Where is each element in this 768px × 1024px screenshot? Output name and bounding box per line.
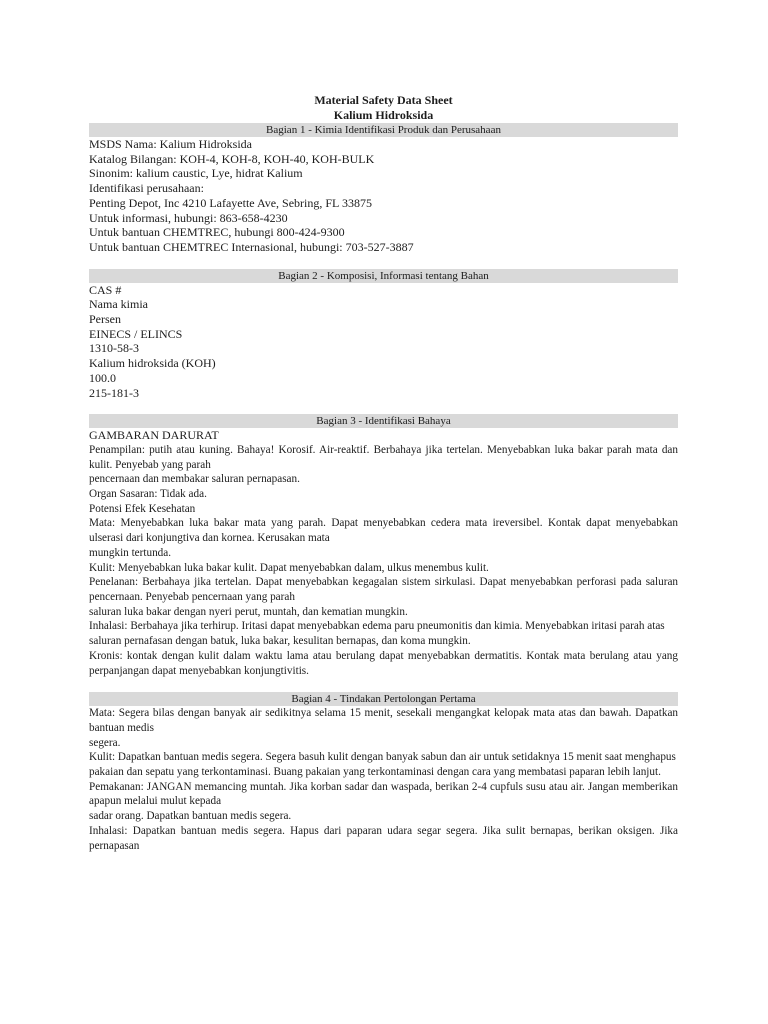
document-title: Material Safety Data Sheet [314,93,453,107]
target-organs: Organ Sasaran: Tidak ada. [89,488,207,501]
eye-effects: Mata: Menyebabkan luka bakar mata yang parah. Dapat menyebabkan cedera mata ireversibel. Kontak dapat menyebabkan ulserasi dari konjungtiva dan kornea. Kerusakan mata [89,517,678,545]
percent-value: 100.0 [89,370,116,385]
msds-name: MSDS Nama: Kalium Hidroksida [89,137,252,151]
section-4-header: Bagian 4 - Tindakan Pertolongan Pertama [89,692,678,706]
emergency-overview-heading: GAMBARAN DARURAT [89,428,219,443]
document-page [89,93,678,853]
ingestion-effects-cont: saluran luka bakar dengan nyeri perut, muntah, dan kematian mungkin. [89,605,408,618]
synonyms: Sinonim: kalium caustic, Lye, hidrat Kalium [89,166,303,181]
first-aid-skin-cont: pakaian dan sepatu yang terkontaminasi. Buang pakaian yang terkontaminasi dengan cara yang membatasi paparan lebih lanjut. [89,766,661,779]
chemtrec-intl-phone: Untuk bantuan CHEMTREC Internasional, hubungi: 703-527-3887 [89,239,414,254]
section-2-header: Bagian 2 - Komposisi, Informasi tentang Bahan [89,269,678,283]
chemical-name-value: Kalium hidroksida (KOH) [89,356,216,371]
first-aid-ingestion: Pemakanan: JANGAN memancing muntah. Jika korban sadar dan waspada, berikan 2-4 cupfuls susu atau air. Jangan memberikan apapun melalui mulut kepada [89,780,678,808]
company-identification-label: Identifikasi perusahaan: [89,181,204,196]
catalog-numbers: Katalog Bilangan: KOH-4, KOH-8, KOH-40, KOH-BULK [89,151,375,166]
chronic-effects: Kronis: kontak dengan kulit dalam waktu lama atau berulang dapat menyebabkan dermatitis. Kontak mata berulang atau yang perpanjangan dapat menyebabkan konjungtivitis. [89,649,678,677]
einecs-value: 215-181-3 [89,385,139,400]
cas-value: 1310-58-3 [89,341,139,356]
first-aid-ingestion-cont: sadar orang. Dapatkan bantuan medis segera. [89,810,292,823]
first-aid-eyes-cont: segera. [89,736,121,749]
company-address: Penting Depot, Inc 4210 Lafayette Ave, Sebring, FL 33875 [89,195,372,210]
first-aid-inhalation: Inhalasi: Dapatkan bantuan medis segera. Hapus dari paparan udara segar segera. Jika sulit bernapas, berikan oksigen. Jika pernapasan [89,824,678,852]
section-3-header: Bagian 3 - Identifikasi Bahaya [89,414,678,428]
eye-effects-cont: mungkin tertunda. [89,546,172,559]
info-phone: Untuk informasi, hubungi: 863-658-4230 [89,210,288,225]
first-aid-skin: Kulit: Dapatkan bantuan medis segera. Segera basuh kulit dengan banyak sabun dan air untuk setidaknya 15 menit saat menghapus [89,751,676,764]
appearance-paragraph-cont: pencernaan dan membakar saluran pernapasan. [89,473,300,486]
inhalation-effects: Inhalasi: Berbahaya jika terhirup. Iritasi dapat menyebabkan edema paru pneumonitis dan kimia. Menyebabkan iritasi parah atas [89,620,665,633]
cas-label: CAS # [89,282,122,297]
einecs-label: EINECS / ELINCS [89,326,183,341]
appearance-paragraph: Penampilan: putih atau kuning. Bahaya! Korosif. Air-reaktif. Berbahaya jika tertelan. Menyebabkan luka bakar parah mata dan kulit. Penyebab yang parah [89,443,678,471]
section-1-header: Bagian 1 - Kimia Identifikasi Produk dan Perusahaan [89,123,678,137]
ingestion-effects: Penelanan: Berbahaya jika tertelan. Dapat menyebabkan kegagalan sistem sirkulasi. Dapat menyebabkan perforasi pada saluran pencernaan. Penyebab pencernaan yang parah [89,576,678,603]
chemical-name-label: Nama kimia [89,297,148,312]
chemtrec-phone: Untuk bantuan CHEMTREC, hubungi 800-424-9300 [89,225,345,240]
document-subtitle: Kalium Hidroksida [333,108,434,122]
skin-effects: Kulit: Menyebabkan luka bakar kulit. Dapat menyebabkan dalam, ulkus menembus kulit. [89,561,489,574]
percent-label: Persen [89,312,121,327]
health-effects-heading: Potensi Efek Kesehatan [89,502,196,515]
inhalation-effects-cont: saluran pernafasan dengan batuk, luka bakar, kesulitan bernapas, dan koma mungkin. [89,635,471,648]
first-aid-eyes: Mata: Segera bilas dengan banyak air sedikitnya selama 15 menit, sesekali mengangkat kelopak mata atas dan bawah. Dapatkan bantuan medis [89,707,678,734]
